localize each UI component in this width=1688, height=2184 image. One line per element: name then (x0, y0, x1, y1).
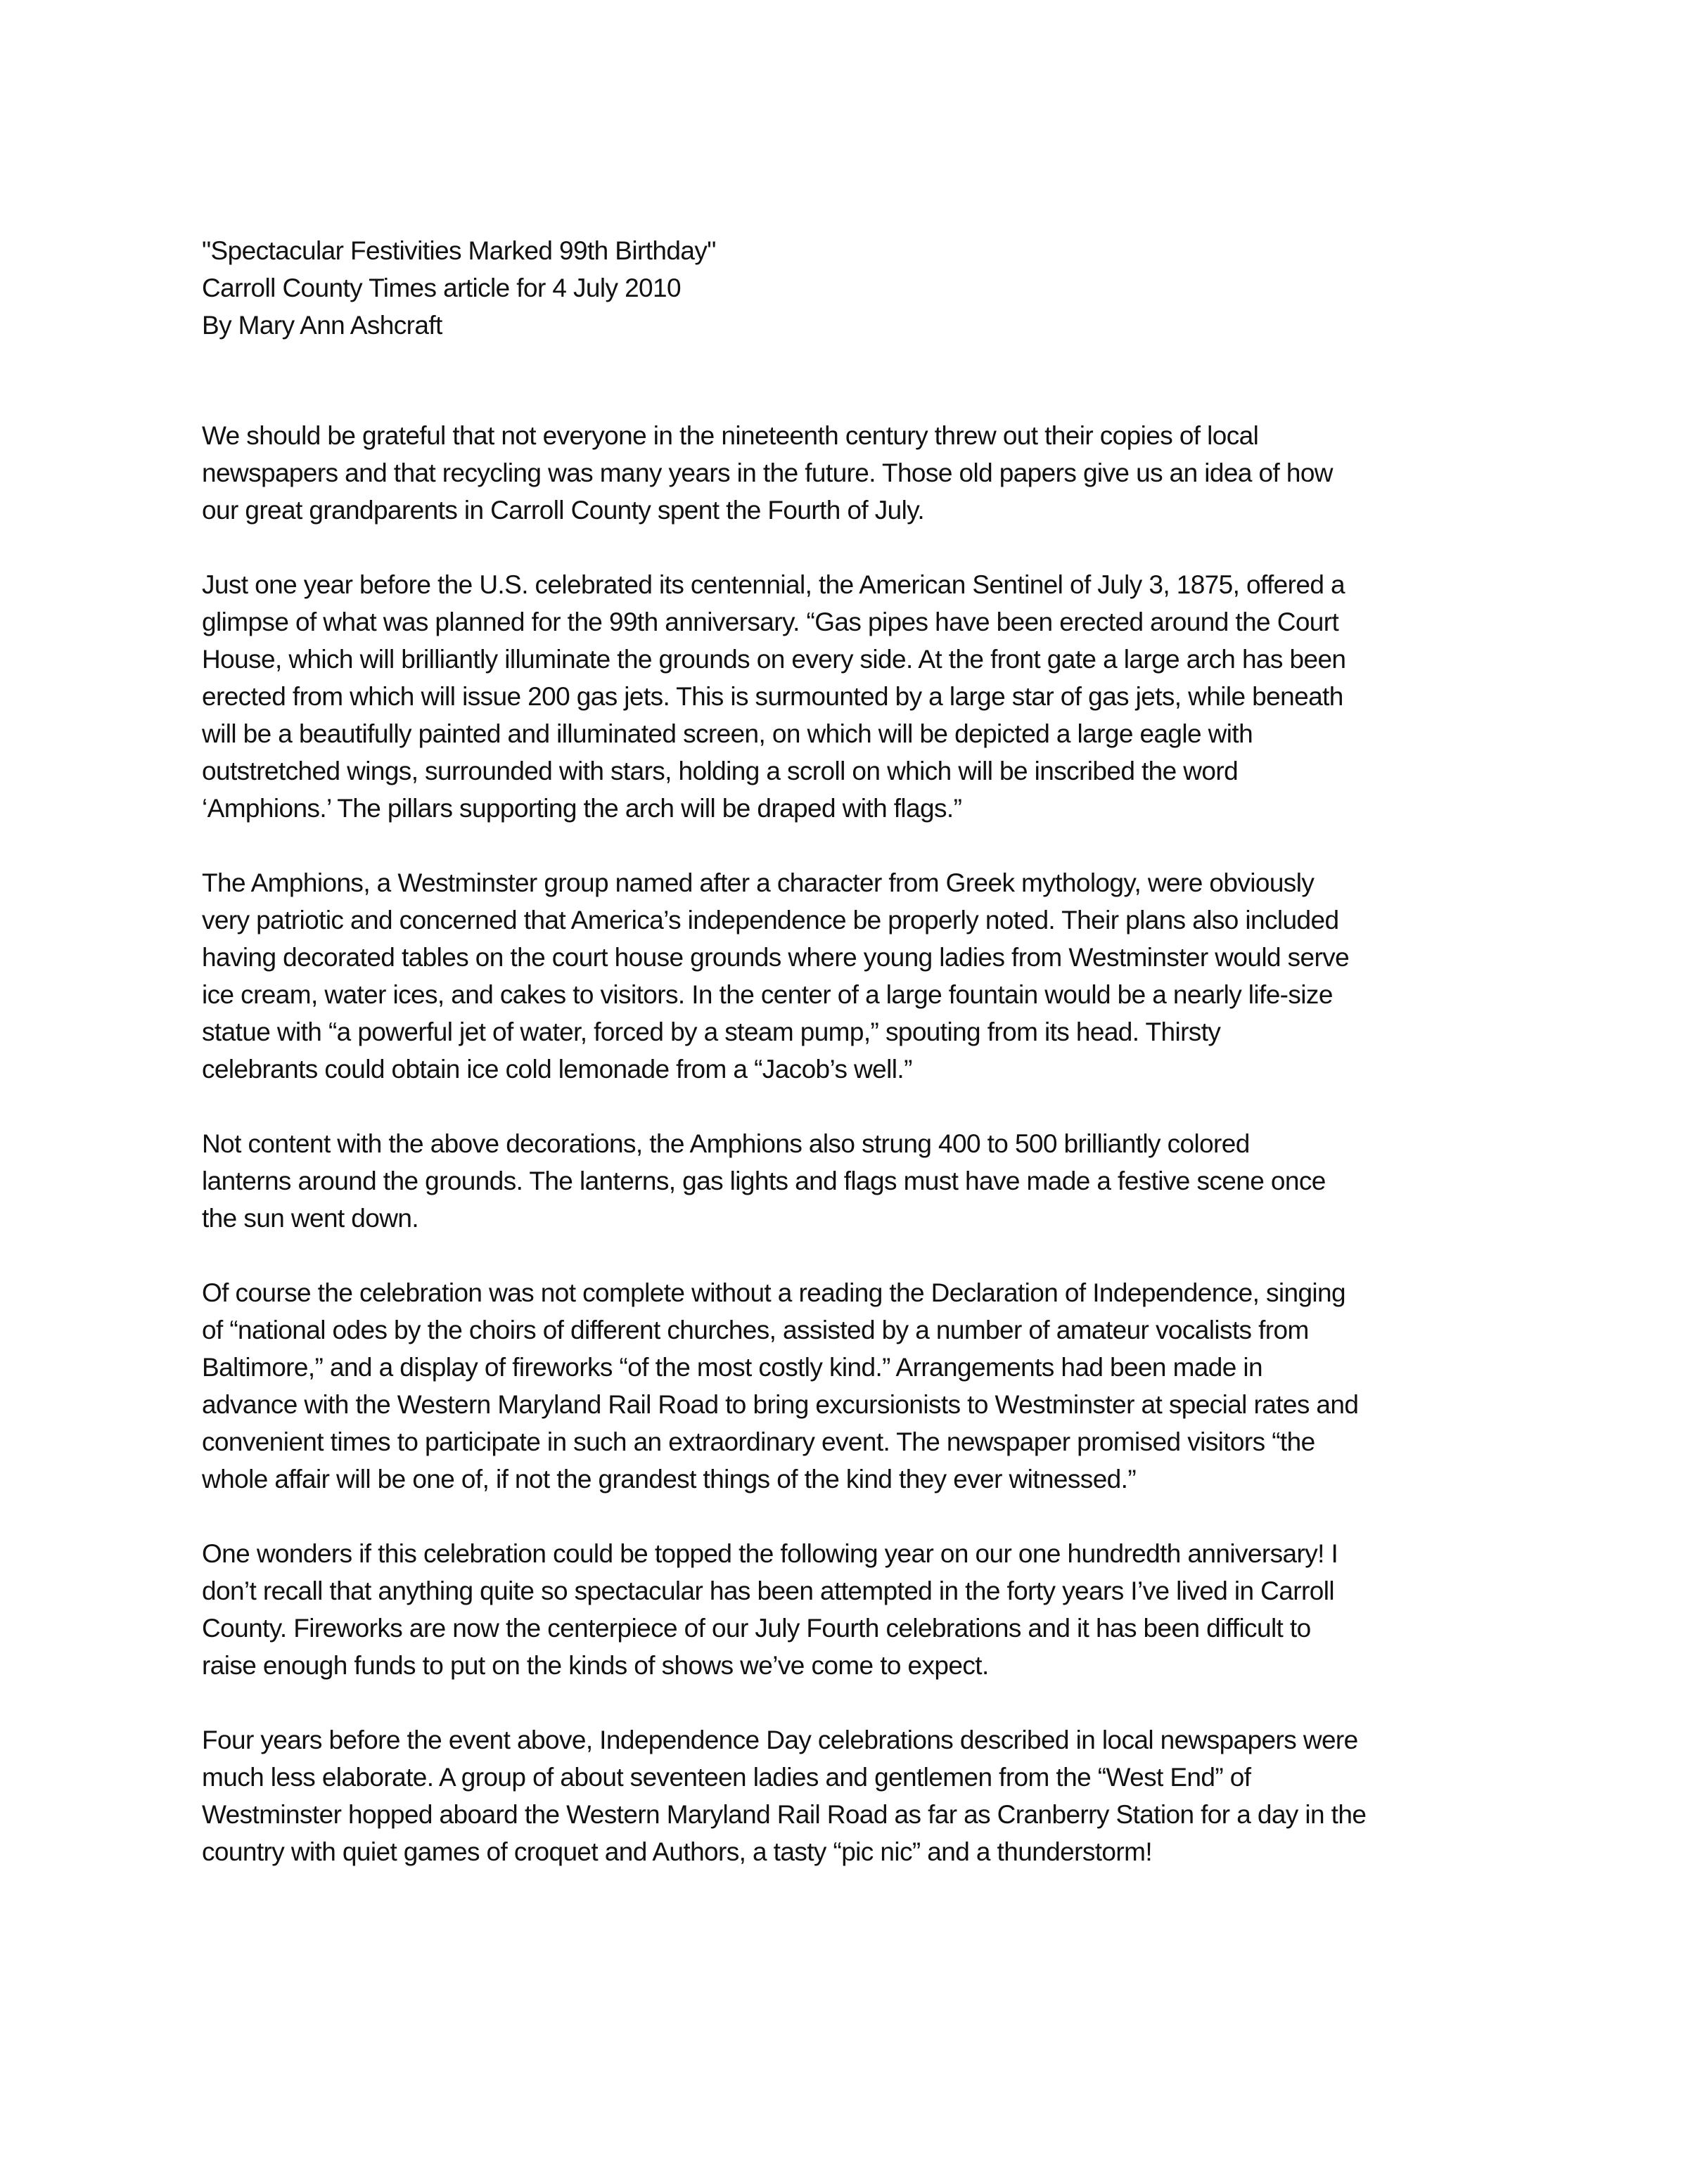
text-line: will be a beautifully painted and illuminated screen, on which will be depicted a large eagle with (202, 719, 1253, 748)
text-line: celebrants could obtain ice cold lemonade from a “Jacob’s well.” (202, 1055, 912, 1084)
text-line: statue with “a powerful jet of water, forced by a steam pump,” spouting from its head. Thirsty (202, 1017, 1221, 1046)
text-line: of “national odes by the choirs of different churches, assisted by a number of amateur vocalists from (202, 1316, 1309, 1344)
text-line: raise enough funds to put on the kinds of shows we’ve come to expect. (202, 1651, 989, 1680)
text-line: lanterns around the grounds. The lanterns, gas lights and flags must have made a festive scene once (202, 1167, 1326, 1195)
text-line: Not content with the above decorations, the Amphions also strung 400 to 500 brilliantly colored (202, 1129, 1250, 1158)
text-line: County. Fireworks are now the centerpiece of our July Fourth celebrations and it has been difficult to (202, 1614, 1311, 1643)
text-line: outstretched wings, surrounded with stars, holding a scroll on which will be inscribed the word (202, 757, 1239, 785)
text-line: our great grandparents in Carroll County spent the Fourth of July. (202, 496, 925, 525)
text-line: Just one year before the U.S. celebrated its centennial, the American Sentinel of July 3, 1875, offered a (202, 570, 1345, 599)
paragraph-celebration (202, 1274, 1510, 1498)
text-line: the sun went down. (202, 1204, 419, 1233)
paragraph-amphions (202, 864, 1510, 1088)
text-line: having decorated tables on the court house grounds where young ladies from Westminster would serve (202, 943, 1350, 972)
text-line: don’t recall that anything quite so spectacular has been attempted in the forty years I’ve lived in Carroll (202, 1576, 1334, 1605)
paragraph-intro (202, 417, 1510, 529)
text-line: whole affair will be one of, if not the grandest things of the kind they ever witnessed.” (202, 1465, 1137, 1494)
text-line: erected from which will issue 200 gas jets. This is surmounted by a large star of gas jets, while beneath (202, 682, 1343, 711)
text-line: Baltimore,” and a display of fireworks “of the most costly kind.” Arrangements had been made in (202, 1353, 1263, 1382)
text-line: convenient times to participate in such an extraordinary event. The newspaper promised visitors “the (202, 1427, 1315, 1456)
paragraph-lanterns (202, 1125, 1510, 1237)
article-title: "Spectacular Festivities Marked 99th Birthday" (202, 236, 716, 265)
text-line: very patriotic and concerned that America’s independence be properly noted. Their plans also included (202, 906, 1339, 934)
text-line: The Amphions, a Westminster group named after a character from Greek mythology, were obviously (202, 868, 1315, 897)
article-header (202, 232, 1510, 344)
text-line: much less elaborate. A group of about seventeen ladies and gentlemen from the “West End” of (202, 1763, 1251, 1792)
text-line: newspapers and that recycling was many years in the future. Those old papers give us an idea of how (202, 458, 1333, 487)
text-line: country with quiet games of croquet and Authors, a tasty “pic nic” and a thunderstorm! (202, 1837, 1153, 1866)
text-line: One wonders if this celebration could be topped the following year on our one hundredth anniversary! I (202, 1539, 1338, 1568)
publication-line: Carroll County Times article for 4 July 2010 (202, 274, 681, 302)
text-line: Westminster hopped aboard the Western Maryland Rail Road as far as Cranberry Station for a day in the (202, 1800, 1367, 1829)
text-line: House, which will brilliantly illuminate the grounds on every side. At the front gate a large arch has been (202, 645, 1346, 674)
text-line: glimpse of what was planned for the 99th anniversary. “Gas pipes have been erected around the Court (202, 608, 1339, 636)
text-line: ice cream, water ices, and cakes to visitors. In the center of a large fountain would be a nearly life-size (202, 980, 1333, 1009)
byline: By Mary Ann Ashcraft (202, 311, 442, 340)
text-line: We should be grateful that not everyone in the nineteenth century threw out their copies of local (202, 421, 1259, 450)
text-line: ‘Amphions.’ The pillars supporting the arch will be draped with flags.” (202, 794, 962, 823)
paragraph-sentinel-quote (202, 566, 1510, 827)
text-line: Four years before the event above, Independence Day celebrations described in local newspapers were (202, 1726, 1358, 1754)
paragraph-centennial (202, 1535, 1510, 1684)
text-line: Of course the celebration was not complete without a reading the Declaration of Independence, singing (202, 1278, 1346, 1307)
document-page (202, 232, 1510, 1908)
text-line: advance with the Western Maryland Rail Road to bring excursionists to Westminster at special rates and (202, 1390, 1359, 1419)
paragraph-four-years-before (202, 1721, 1510, 1870)
